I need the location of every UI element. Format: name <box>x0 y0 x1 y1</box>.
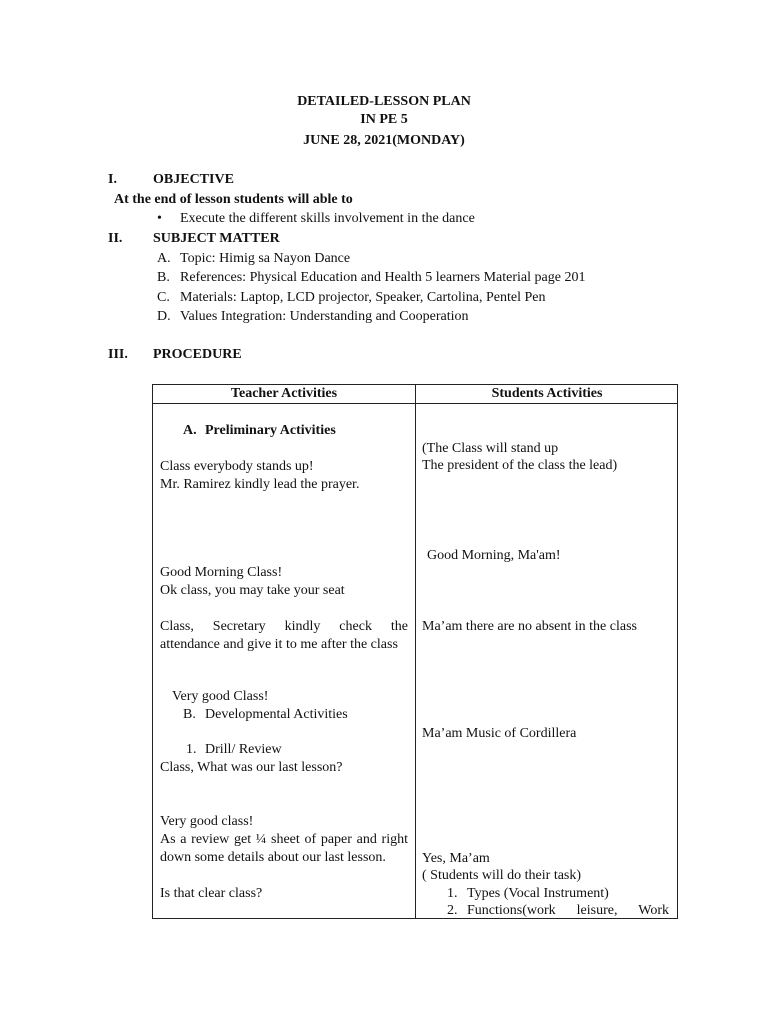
teacher-line: Is that clear class? <box>160 886 263 901</box>
student-line: The president of the class the lead) <box>422 458 618 473</box>
bullet-icon: • <box>157 211 162 226</box>
subject-item-materials: Materials: Laptop, LCD projector, Speaker, Cartolina, Pentel Pen <box>180 290 546 305</box>
subject-matter-heading: SUBJECT MATTER <box>153 231 280 246</box>
teacher-review-paragraph: As a review get ¼ sheet of paper and right down some details about our last lesson. <box>160 832 408 865</box>
teacher-line: Very good Class! <box>172 689 269 704</box>
students-activities-header: Students Activities <box>491 386 603 401</box>
objective-numeral: I. <box>108 172 117 187</box>
document-date: JUNE 28, 2021(MONDAY) <box>303 133 465 148</box>
document-title: DETAILED-LESSON PLAN <box>297 94 471 109</box>
objective-item: Execute the different skills involvement in the dance <box>180 211 475 226</box>
subject-item-marker: B. <box>157 270 170 285</box>
subject-item-references: References: Physical Education and Health 5 learners Material page 201 <box>180 270 586 285</box>
document-subject: IN PE 5 <box>360 112 408 127</box>
student-line: Ma’am Music of Cordillera <box>422 726 577 741</box>
header-divider <box>153 403 677 404</box>
procedure-heading: PROCEDURE <box>153 347 242 362</box>
student-line: Ma’am there are no absent in the class <box>422 619 637 634</box>
subject-item-marker: D. <box>157 309 171 324</box>
teacher-activities-header: Teacher Activities <box>230 386 338 401</box>
student-line: Good Morning, Ma'am! <box>427 548 561 563</box>
subject-item-marker: A. <box>157 251 171 266</box>
procedure-table <box>152 384 678 919</box>
developmental-heading: Developmental Activities <box>205 707 348 722</box>
subject-item-topic: Topic: Himig sa Nayon Dance <box>180 251 351 266</box>
teacher-line: Good Morning Class! <box>160 565 283 580</box>
student-line: Yes, Ma’am <box>422 851 490 866</box>
column-divider <box>415 385 416 918</box>
subject-matter-numeral: II. <box>108 231 123 246</box>
drill-marker: 1. <box>186 742 197 757</box>
developmental-marker: B. <box>183 707 196 722</box>
student-line: ( Students will do their task) <box>422 868 582 883</box>
procedure-numeral: III. <box>108 347 128 362</box>
objective-intro: At the end of lesson students will able to <box>114 192 353 207</box>
teacher-line: Class everybody stands up! <box>160 459 314 474</box>
preliminary-marker: A. <box>183 423 197 438</box>
teacher-line: Very good class! <box>160 814 254 829</box>
subject-item-marker: C. <box>157 290 170 305</box>
student-list-marker: 1. <box>447 886 458 901</box>
teacher-attendance-paragraph: Class, Secretary kindly check the attendance and give it to me after the class <box>160 619 408 652</box>
subject-item-values: Values Integration: Understanding and Cooperation <box>180 309 469 324</box>
drill-heading: Drill/ Review <box>205 742 282 757</box>
student-line: (The Class will stand up <box>422 441 559 456</box>
objective-heading: OBJECTIVE <box>153 172 234 187</box>
teacher-line: Ok class, you may take your seat <box>160 583 345 598</box>
student-list-item: Functions(work leisure, Work <box>467 903 669 918</box>
teacher-line: Mr. Ramirez kindly lead the prayer. <box>160 477 360 492</box>
student-list-item: Types (Vocal Instrument) <box>467 886 609 901</box>
preliminary-heading: Preliminary Activities <box>205 423 336 438</box>
student-list-marker: 2. <box>447 903 458 918</box>
teacher-line: Class, What was our last lesson? <box>160 760 343 775</box>
